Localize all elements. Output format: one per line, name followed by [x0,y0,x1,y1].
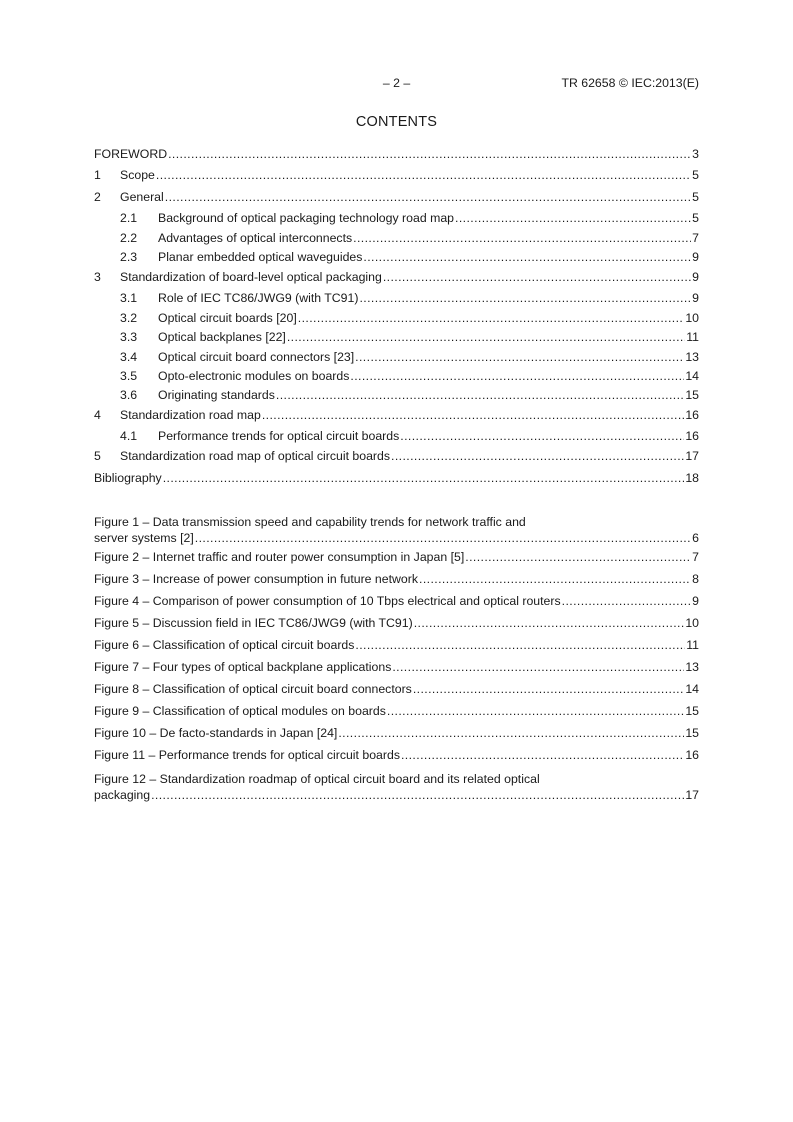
toc-entry-title: Standardization of board-level optical packaging [120,270,382,284]
dot-leader [355,637,685,653]
toc-entry-page: 15 [685,388,699,402]
toc-entry-number: 5 [94,449,101,463]
toc-entry-page: 9 [692,250,699,264]
figure-entry-1[interactable] [94,514,699,546]
figure-entry-page: 11 [686,638,699,652]
toc-entry-title: General [120,190,164,204]
figure-entry-page: 17 [685,788,699,802]
toc-entry-foreword[interactable] [94,146,699,162]
figure-entry-title: Figure 1 – Data transmission speed and capability trends for network traffic and [94,515,526,529]
toc-entry-title: Optical circuit boards [20] [158,311,297,325]
figure-entry-title: Figure 6 – Classification of optical circuit boards [94,638,355,652]
dot-leader [156,167,691,183]
figure-entry-title: Figure 7 – Four types of optical backplane applications [94,660,392,674]
figure-entry-6[interactable] [94,637,699,653]
dot-leader [298,310,685,326]
dot-leader [168,146,691,162]
figure-entry-page: 9 [692,594,699,608]
figure-entry-page: 14 [685,682,699,696]
toc-entry-page: 18 [685,471,699,485]
toc-entry-page: 9 [692,291,699,305]
dot-leader [287,329,685,345]
figure-entry-title: Figure 12 – Standardization roadmap of optical circuit board and its related optical [94,772,540,786]
dot-leader [391,448,684,464]
toc-entry-page: 11 [686,330,699,344]
toc-entry-3-1[interactable] [120,290,699,306]
figure-entry-5[interactable] [94,615,699,631]
figure-entry-11[interactable] [94,747,699,763]
toc-entry-scope[interactable] [94,167,699,183]
toc-entry-title: Scope [120,168,155,182]
toc-entry-number: 3.6 [120,388,138,402]
dot-leader [455,210,691,226]
toc-entry-title: Optical circuit board connectors [23] [158,350,355,364]
toc-entry-2-3[interactable] [120,249,699,265]
figure-entry-page: 6 [692,531,699,545]
toc-entry-2-1[interactable] [120,210,699,226]
toc-entry-title: Advantages of optical interconnects [158,231,353,245]
toc-entry-number: 2 [94,190,101,204]
toc-entry-5[interactable] [94,448,699,464]
toc-entry-page: 10 [685,311,699,325]
figure-entry-7[interactable] [94,659,699,675]
figure-entry-9[interactable] [94,703,699,719]
toc-entry-title: Role of IEC TC86/JWG9 (with TC91) [158,291,359,305]
toc-entry-number: 3.5 [120,369,138,383]
figure-entry-page: 8 [692,572,699,586]
toc-entry-title: Standardization road map of optical circuit boards [120,449,390,463]
dot-leader [387,703,684,719]
page-header [94,76,699,92]
figure-entry-12[interactable] [94,771,699,803]
dot-leader [562,593,692,609]
dot-leader [195,530,691,546]
dot-leader [151,787,684,803]
toc-entry-number: 3.1 [120,291,138,305]
toc-entry-title: Background of optical packaging technology road map [158,211,455,225]
toc-entry-bibliography[interactable] [94,470,699,486]
page-number: – 2 – [382,76,411,90]
figure-entry-title: Figure 2 – Internet traffic and router power consumption in Japan [5] [94,550,465,564]
toc-entry-page: 13 [685,350,699,364]
toc-entry-number: 2.3 [120,250,138,264]
toc-entry-number: 2.2 [120,231,138,245]
toc-entry-3-6[interactable] [120,387,699,403]
toc-entry-page: 7 [692,231,699,245]
dot-leader [338,725,684,741]
figure-entry-4[interactable] [94,593,699,609]
toc-entry-3-2[interactable] [120,310,699,326]
toc-entry-2-2[interactable] [120,230,699,246]
dot-leader [359,290,691,306]
toc-entry-4-1[interactable] [120,428,699,444]
toc-entry-title: Planar embedded optical waveguides [158,250,363,264]
dot-leader [353,230,691,246]
toc-entry-title: FOREWORD [94,147,168,161]
toc-entry-page: 3 [692,147,699,161]
toc-entry-number: 4.1 [120,429,138,443]
toc-entry-4[interactable] [94,407,699,423]
dot-leader [165,189,691,205]
figure-entry-title: Figure 11 – Performance trends for optical circuit boards [94,748,400,762]
figure-entry-page: 13 [685,660,699,674]
dot-leader [413,681,684,697]
toc-entry-number: 2.1 [120,211,138,225]
dot-leader [401,747,684,763]
figure-entry-page: 10 [685,616,699,630]
figure-entry-2[interactable] [94,549,699,565]
figure-entry-page: 15 [685,704,699,718]
figure-entry-page: 7 [692,550,699,564]
dot-leader [262,407,684,423]
toc-entry-3-3[interactable] [120,329,699,345]
dot-leader [355,349,684,365]
toc-entry-title: Performance trends for optical circuit boards [158,429,400,443]
dot-leader [276,387,684,403]
figure-entry-title-cont: packaging [94,788,151,802]
dot-leader [414,615,685,631]
toc-entry-general[interactable] [94,189,699,205]
dot-leader [419,571,691,587]
dot-leader [350,368,684,384]
toc-entry-title: Originating standards [158,388,275,402]
toc-entry-page: 16 [685,408,699,422]
toc-entry-page: 14 [685,369,699,383]
figure-entry-title: Figure 8 – Classification of optical circuit board connectors [94,682,412,696]
dot-leader [465,549,691,565]
figure-entry-3[interactable] [94,571,699,587]
dot-leader [383,269,691,285]
toc-entry-number: 3 [94,270,101,284]
toc-entry-page: 17 [685,449,699,463]
figure-entry-title: Figure 5 – Discussion field in IEC TC86/JWG9 (with TC91) [94,616,413,630]
toc-entry-page: 9 [692,270,699,284]
figure-entry-title-cont: server systems [2] [94,531,194,545]
toc-entry-page: 5 [692,190,699,204]
figure-entry-8[interactable] [94,681,699,697]
toc-entry-3-5[interactable] [120,368,699,384]
toc-entry-number: 3.3 [120,330,138,344]
toc-entry-page: 16 [685,429,699,443]
toc-entry-number: 3.2 [120,311,138,325]
toc-entry-page: 5 [692,168,699,182]
toc-entry-3[interactable] [94,269,699,285]
toc-entry-3-4[interactable] [120,349,699,365]
dot-leader [392,659,684,675]
toc-entry-title: Optical backplanes [22] [158,330,286,344]
figure-entry-10[interactable] [94,725,699,741]
figure-entry-title: Figure 10 – De facto-standards in Japan [24] [94,726,338,740]
figure-entry-page: 15 [685,726,699,740]
figure-entry-title: Figure 9 – Classification of optical modules on boards [94,704,386,718]
toc-entry-title: Opto-electronic modules on boards [158,369,350,383]
figure-entry-title: Figure 3 – Increase of power consumption in future network [94,572,418,586]
toc-entry-title: Standardization road map [120,408,261,422]
dot-leader [163,470,685,486]
dot-leader [400,428,684,444]
document-id: TR 62658 © IEC:2013(E) [561,76,699,90]
contents-title: CONTENTS [355,114,438,130]
dot-leader [363,249,691,265]
figure-entry-title: Figure 4 – Comparison of power consumption of 10 Tbps electrical and optical routers [94,594,561,608]
figure-entry-page: 16 [685,748,699,762]
toc-entry-number: 3.4 [120,350,138,364]
toc-entry-title: Bibliography [94,471,162,485]
toc-entry-number: 4 [94,408,101,422]
toc-entry-number: 1 [94,168,101,182]
toc-entry-page: 5 [692,211,699,225]
